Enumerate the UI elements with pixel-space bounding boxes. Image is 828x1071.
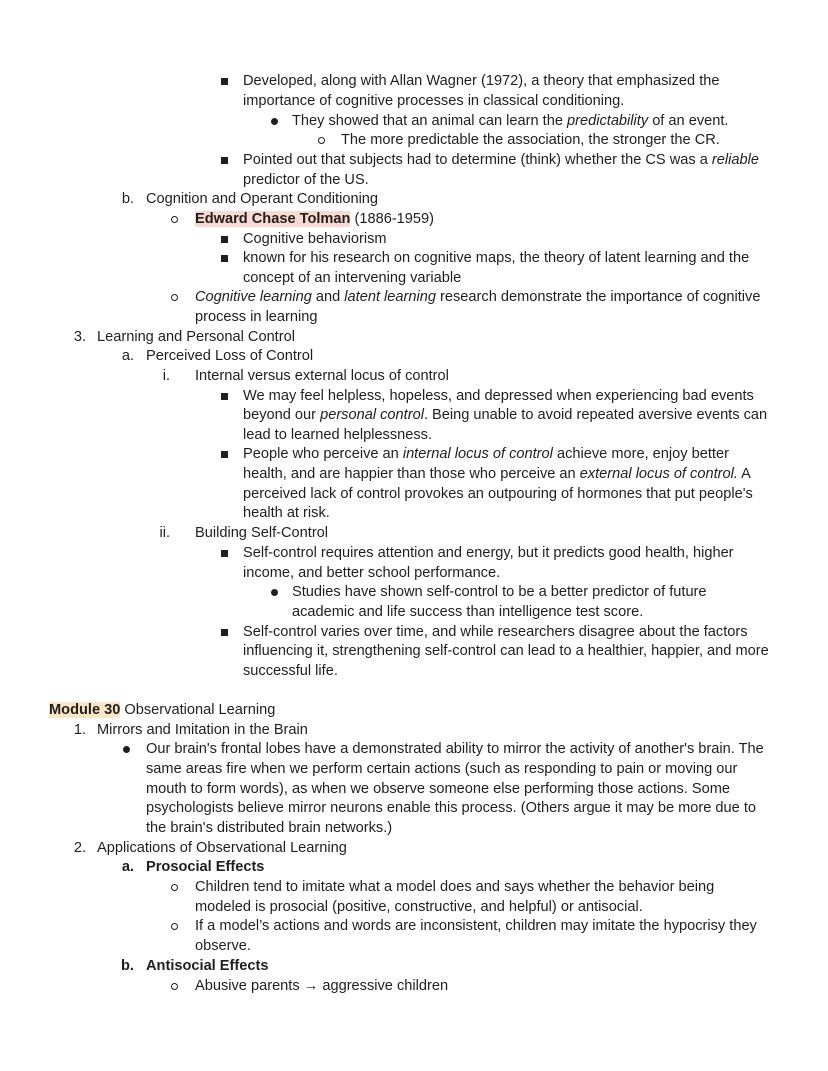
- text-line: Self-control varies over time, and while researchers disagree about the factors: [243, 624, 748, 640]
- text-line: health, and are happier than those who perceive an external locus of control. A: [243, 466, 751, 482]
- highlighted-name: Edward Chase Tolman: [195, 211, 351, 227]
- square-bullet-icon: [221, 236, 228, 243]
- text-line: Mirrors and Imitation in the Brain: [97, 722, 308, 738]
- module-heading: Module 30 Observational Learning: [49, 702, 276, 718]
- square-bullet-icon: [221, 157, 228, 164]
- text-line: Cognitive learning and latent learning research demonstrate the importance of cognitive: [195, 289, 761, 305]
- text-line: mouth to form words), as when we observe someone else performing those actions. Some: [146, 781, 731, 797]
- text-line: Cognition and Operant Conditioning: [146, 191, 379, 207]
- text-line: successful life.: [243, 663, 338, 679]
- text-line: health at risk.: [243, 505, 330, 521]
- list-marker: 3.: [73, 329, 86, 345]
- text-line: If a model’s actions and words are inconsistent, children may imitate the hypocrisy they: [195, 918, 757, 934]
- text-line: influencing it, strengthening self-control can lead to a healthier, happier, and more: [243, 643, 769, 659]
- list-marker: 1.: [73, 722, 86, 738]
- text-line: known for his research on cognitive maps, the theory of latent learning and the: [243, 250, 750, 266]
- text-line: Self-control requires attention and energy, but it predicts good health, higher: [243, 545, 734, 561]
- text-line: same areas fire when we perform certain actions (such as responding to pain or moving our: [146, 761, 738, 777]
- bullet-circle-icon: [171, 294, 178, 301]
- text-line: Our brain's frontal lobes have a demonstrated ability to mirror the activity of another's brain. The: [146, 741, 764, 757]
- square-bullet-icon: [221, 629, 228, 636]
- text-line: Edward Chase Tolman (1886-1959): [195, 211, 435, 227]
- text-line: income, and better school performance.: [243, 565, 501, 581]
- list-marker: ii.: [159, 525, 170, 541]
- bullet-circle-icon: [171, 923, 178, 930]
- text-line: Studies have shown self-control to be a better predictor of future: [292, 584, 707, 600]
- text-line: concept of an intervening variable: [243, 270, 462, 286]
- text-line: The more predictable the association, the stronger the CR.: [341, 132, 720, 148]
- text-line: Cognitive behaviorism: [243, 231, 387, 247]
- text-line: Perceived Loss of Control: [146, 348, 314, 364]
- highlighted-module-label: Module 30: [49, 702, 121, 718]
- text-line: lead to learned helplessness.: [243, 427, 433, 443]
- text-line: importance of cognitive processes in classical conditioning.: [243, 93, 625, 109]
- square-bullet-icon: [221, 451, 228, 458]
- list-marker: 2.: [73, 840, 86, 856]
- text-line: Abusive parents → aggressive children: [195, 978, 449, 994]
- text-line: We may feel helpless, hopeless, and depressed when experiencing bad events: [243, 388, 754, 404]
- text-line: modeled is prosocial (positive, constructive, and helpful) or antisocial.: [195, 899, 643, 915]
- text-line: Building Self-Control: [195, 525, 329, 541]
- bullet-dot-icon: [271, 118, 278, 125]
- text-line: Pointed out that subjects had to determine (think) whether the CS was a reliable: [243, 152, 759, 168]
- text-line: People who perceive an internal locus of control achieve more, enjoy better: [243, 446, 729, 462]
- square-bullet-icon: [221, 78, 228, 85]
- text-line: Internal versus external locus of control: [195, 368, 449, 384]
- text-line: beyond our personal control. Being unable to avoid repeated aversive events can: [243, 407, 768, 423]
- subheading: Prosocial Effects: [146, 859, 265, 875]
- text-line: They showed that an animal can learn the predictability of an event.: [292, 113, 729, 129]
- text-line: Children tend to imitate what a model does and says whether the behavior being: [195, 879, 715, 895]
- bullet-dot-icon: [123, 746, 130, 753]
- list-marker: a.: [121, 348, 134, 364]
- text-line: psychologists believe mirror neurons enable this process. (Others argue it may be more due to: [146, 800, 756, 816]
- bullet-circle-icon: [171, 216, 178, 223]
- list-marker: b.: [121, 191, 134, 207]
- square-bullet-icon: [221, 255, 228, 262]
- text-line: the brain's distributed brain networks.): [146, 820, 393, 836]
- text-line: Learning and Personal Control: [97, 329, 295, 345]
- list-marker: b.: [121, 958, 134, 974]
- text-line: predictor of the US.: [243, 172, 369, 188]
- subheading: Antisocial Effects: [146, 958, 269, 974]
- text-line: perceived lack of control provokes an outpouring of hormones that put people's: [243, 486, 753, 502]
- text-line: Developed, along with Allan Wagner (1972), a theory that emphasized the: [243, 73, 720, 89]
- bullet-circle-icon: [171, 983, 178, 990]
- bullet-circle-icon: [318, 137, 325, 144]
- bullet-circle-icon: [171, 884, 178, 891]
- list-marker: i.: [162, 368, 170, 384]
- square-bullet-icon: [221, 393, 228, 400]
- bullet-dot-icon: [271, 589, 278, 596]
- square-bullet-icon: [221, 550, 228, 557]
- text-line: academic and life success than intelligence test score.: [292, 604, 644, 620]
- text-line: process in learning: [195, 309, 318, 325]
- text-line: Applications of Observational Learning: [97, 840, 347, 856]
- list-marker: a.: [121, 859, 134, 875]
- text-line: observe.: [195, 938, 251, 954]
